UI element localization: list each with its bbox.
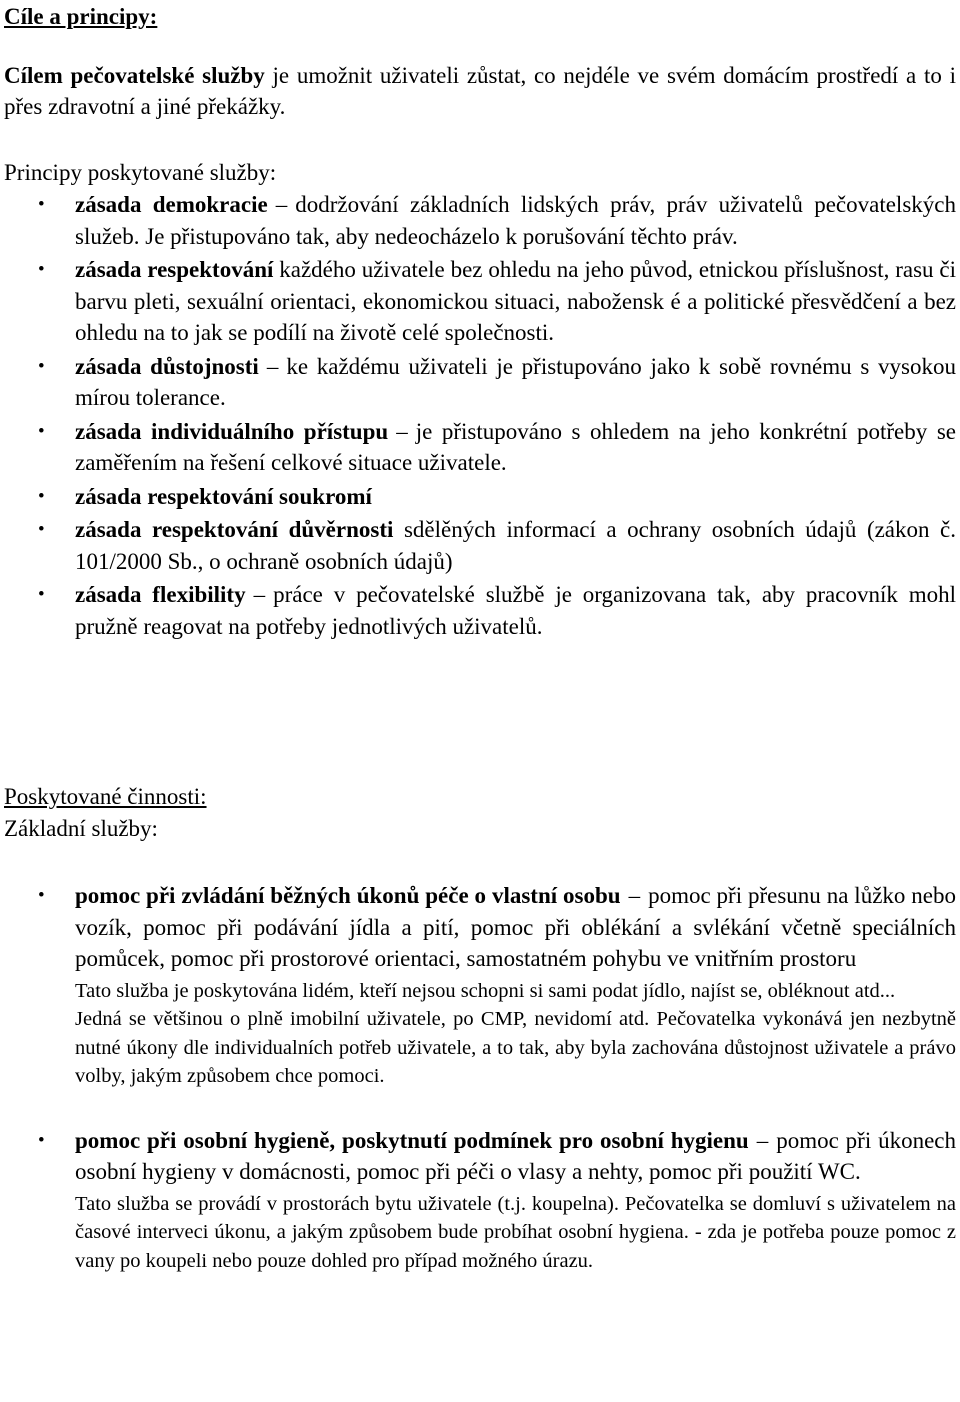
activity-item xyxy=(4,880,956,1091)
activity-text: pomoc při úkonech osobní hygieny v domácnosti, pomoc při péči o vlasy a nehty, pomoc při použití WC. xyxy=(75,1127,956,1185)
goal-bold: Cílem pečovatelské služby xyxy=(4,63,265,88)
activity-bold: pomoc při zvládání běžných úkonů péče o vlastní osobu xyxy=(75,883,621,908)
principle-item xyxy=(4,514,956,577)
activity-bold: pomoc při osobní hygieně, poskytnutí podmínek pro osobní hygienu xyxy=(75,1127,749,1153)
principle-text: sdělěných informací a ochrany osobních údajů (zákon č. 101/2000 Sb., o ochraně osobních údajů) xyxy=(75,517,957,574)
principle-text: dodržování základních lidských práv, práv uživatelů pečovatelských služeb. Je přistupováno tak, aby nedeocházelo k porušování těchto práv. xyxy=(75,192,956,249)
activity-note: Tato služba se provádí v prostorách bytu uživatele (t.j. koupelna). Pečovatelka se domluví s uživatelem na časové interveci úkonu, a jakým způsobem bude probíhat osobní hygiena. - zda je potřeba pouze pomoc z vany po koupeli nebo pouze dohled pro případ možného úrazu. xyxy=(75,1192,956,1273)
principles-heading: Principy poskytované služby: xyxy=(4,160,277,185)
principle-item xyxy=(4,189,956,252)
principle-text: je přistupováno s ohledem na jeho konkrétní potřeby se zaměřením na řešení celkové situace uživatele. xyxy=(75,418,957,475)
bullet-icon: • xyxy=(38,355,45,377)
activity-item xyxy=(4,1125,956,1276)
dash: – xyxy=(756,1127,769,1153)
principles-list xyxy=(4,189,956,642)
activity-text: pomoc při přesunu na lůžko nebo vozík, pomoc při podávání jídla a pití, pomoc při oblékání a svlékání včetně speciálních pomůcek, pomoc při prostorové orientaci, samostatném pohybu ve vnitřním prostoru xyxy=(75,883,957,971)
activities-heading: Poskytované činnosti: xyxy=(4,784,207,809)
basic-services-subheading: Základní služby: xyxy=(4,816,158,841)
goal-text: je umožnit uživateli zůstat, co nejdéle ve svém domácím prostředí a to i přes zdravotní a jiné překážky. xyxy=(4,63,956,119)
principle-item xyxy=(4,416,956,479)
activity-note: Tato služba je poskytována lidém, kteří nejsou schopni si sami podat jídlo, najíst se, obléknout atd... xyxy=(75,979,896,1002)
dash: – xyxy=(628,883,641,908)
bullet-icon: • xyxy=(38,584,45,605)
principle-item xyxy=(4,254,956,349)
principle-item xyxy=(4,351,956,414)
principle-bold: zásada respektování důvěrnosti xyxy=(75,517,394,542)
principle-bold: zásada respektování xyxy=(75,257,274,282)
dash: – xyxy=(266,353,279,379)
dash: – xyxy=(275,192,288,217)
principle-bold: zásada individuálního přístupu xyxy=(75,418,389,444)
bullet-icon: • xyxy=(38,885,45,906)
activity-note: Jedná se většinou o plně imobilní uživatele, po CMP, nevidomí atd. Pečovatelka vykonává jen nezbytně nutné úkony dle individualních potřeb uživatele, a to tak, aby byla zachována důstojnost uživatele a právo volby, jakým způsobem chce pomoci. xyxy=(75,1008,956,1088)
bullet-icon: • xyxy=(38,420,45,442)
principle-bold: zásada demokracie xyxy=(75,192,268,217)
principle-item xyxy=(4,481,956,513)
principle-text: práce v pečovatelské službě je organizovana tak, aby pracovník mohl pružně reagovat na potřeby jednotlivých uživatelů. xyxy=(75,582,956,639)
bullet-icon: • xyxy=(38,1129,45,1151)
bullet-icon: • xyxy=(38,259,45,280)
principle-bold: zásada důstojnosti xyxy=(75,353,259,379)
dash: – xyxy=(396,418,408,444)
dash: – xyxy=(253,582,266,607)
activities-list xyxy=(4,880,956,1276)
bullet-icon: • xyxy=(38,519,45,540)
principle-item xyxy=(4,579,956,642)
bullet-icon: • xyxy=(38,194,45,215)
section-heading-cile: Cíle a principy: xyxy=(4,4,158,29)
goal-paragraph xyxy=(4,60,956,122)
principle-bold: zásada flexibility xyxy=(75,582,246,607)
principle-bold: zásada respektování soukromí xyxy=(75,483,372,509)
principle-text: každého uživatele bez ohledu na jeho původ, etnickou příslušnost, rasu či barvu pleti, sexuální orientaci, ekonomickou situaci, nabožensk é a politické přesvědčení a bez ohledu na to jak se podílí na životě celé společnosti. xyxy=(75,257,956,345)
principle-text: ke každému uživateli je přistupováno jako k sobě rovnému s vysokou mírou tolerance. xyxy=(75,353,956,410)
bullet-icon: • xyxy=(38,485,45,507)
